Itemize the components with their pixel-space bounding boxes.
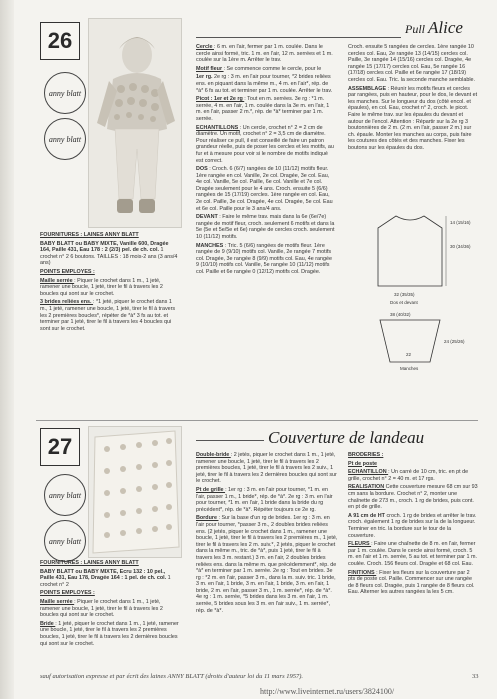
section-heading: ECHANTILLON: [348, 469, 389, 476]
section-heading: Picot : 1er et 2e rg: [196, 96, 245, 103]
text-paragraph: [40, 299, 180, 332]
body-text: 3e rg : *2 m. en l'air, passer 3 m., dans la m. suiv. tric. 1 bride, 3 m. en l'air, 1 bride, 3 m. en l'air, 1 bride, 3 m. en l'air, 1 bride, 2 m. en l'air, passer 3 m., 1 m. serrée*, rép. de *à*.: [196, 568, 336, 594]
col-assembly-26: [348, 44, 478, 154]
text-paragraph: [348, 86, 478, 152]
body-text: : 1 jeté, piquer le crochet dans 1 m., 1 jeté, ramener une boucle, 1 jeté, tirer le fil à travers les 2 premières boucles, 1 jeté, tirer le fil à travers les 2 dernières boucles qui sont sur le crochet.: [40, 620, 179, 647]
text-paragraph: [196, 44, 336, 64]
section-heading: Pt de poste: [348, 460, 378, 467]
body-text: Cette couverture mesure 68 cm sur 93 cm sans la bordure. Crochet n° 2, monter une chaînette de 273 m., croch. 1 rg de brides, puis cont. en pt de grille.: [348, 484, 478, 511]
title-prefix: Pull: [405, 22, 428, 36]
copyright-notice: sauf autorisation expresse et par écrit des laines ANNY BLATT (droits d'auteur loi du 11 mars 1957).: [40, 673, 304, 680]
body-text: Tric. la seconde manche semblable.: [388, 76, 476, 83]
bold-text: DOS: [196, 166, 210, 173]
col-finishing-27: [348, 452, 478, 598]
col-supplies-26: [40, 232, 180, 334]
bold-text: DEVANT: [196, 214, 220, 221]
pattern-number-27: 27: [40, 428, 80, 466]
section-heading: REALISATION: [348, 484, 386, 491]
bold-text: ASSEMBLAGE: [348, 85, 388, 92]
body-text: Croch. ensuite 5 (6/6) rangées de 15 (17/19) cercles. 1ère rangée en col. Eau, 2e col. Paille, 3e col. Dragée, 4e col. Dragée, 5e col. Eau et 6e col. Paille pour le 3 ans/4 ans.: [196, 185, 333, 212]
dim-yoke: 14 (15/16): [450, 220, 471, 225]
section-heading: POINTS EMPLOYES :: [40, 590, 95, 597]
text-paragraph: [40, 269, 180, 276]
photo-blanket: [88, 426, 182, 558]
text-paragraph: [348, 461, 478, 468]
section-heading: 3 brides reliées ens.: [40, 299, 94, 306]
text-paragraph: [196, 515, 338, 614]
body-text: : Piquer le crochet dans 1 m., 1 jeté, ramener une boucle, 1 jeté, tirer le fil à travers les 2 boucles qui sont sur le crochet.: [40, 598, 163, 619]
section-heading: Cercle: [196, 44, 214, 50]
pattern-title-26: [405, 18, 463, 38]
diagram-label-sleeves: Manches: [400, 366, 419, 371]
badge-text: anny blatt: [48, 490, 82, 500]
body-text: Sur le longueur du dos (côté encol. et épaules), en col. Eau, crochet n° 2, croch. le picot.: [348, 98, 471, 112]
dim-cuff: 22: [406, 352, 412, 357]
dim-width: 32 (35/35): [394, 292, 415, 297]
section-heading: Pt de grille: [196, 486, 226, 493]
text-paragraph: [40, 599, 180, 619]
text-paragraph: [40, 232, 180, 239]
body-text: Croch. ensuite 5 rangées de cercles.: [348, 44, 438, 50]
body-text: : Réunir les motifs fleurs et cercles par rangées, puis en hauteur, pour le dos, le devant et les manches.: [348, 85, 478, 105]
body-text: : 2 jetés, piquer le crochet dans 1 m., 1 jeté, ramener une boucle, 1 jeté, tirer le fil à travers les 2 premières boucles, 1 jeté, tirer le fil à travers les 2 suiv., 1 jeté, tirer le fil à travers les 2 dernières boucles qui sont sur le crochet.: [196, 452, 337, 485]
text-paragraph: [40, 560, 180, 567]
anny-blatt-logo-26: [44, 72, 86, 114]
text-paragraph: [196, 66, 336, 73]
section-heading: Double-bride: [196, 452, 231, 458]
body-text: Faire le même trav. sur les épaules du devant et autour de l'encol. Attention : Répartir sur la 2e rg 3 boutonnières de 2 m. (2 m. en l'air, passer 2 m.) sur ch. épaule.: [348, 111, 472, 138]
dim-height: 30 (34/36): [450, 244, 471, 249]
section-heading: BRODERIES :: [348, 452, 384, 458]
body-text: : 6 m. en l'air, fermer par 1 m. coulée. Dans le cercle ainsi formé, tric. 1 m. en l'air, 12 m. serrées et 1 m. coulée sur la 1ère m. Arrêter le trav.: [196, 44, 333, 64]
bold-text: A 91 cm de HT: [348, 512, 387, 519]
body-text: 2e rg : Tout en brides.: [273, 568, 327, 575]
body-text: : Faire une chaînette de 8 m. en l'air, fermer par 1 m. coulée. Dans le cercle ainsi formé, croch. 5 m. en l'air et 1 m. serrée, 5 au tot. et terminer par 1 m. coulée. Croch. 156 fleurs col. Dragée et 68 col. Eau.: [348, 541, 477, 567]
text-paragraph: [196, 74, 336, 94]
text-paragraph: [196, 452, 338, 485]
badge-text: anny blatt: [48, 88, 82, 98]
body-text: TAILLES : 18 mois-2 ans (3 ans/4 ans): [40, 253, 178, 267]
source-url: http://www.liveinternet.ru/users/3824100/: [260, 687, 395, 696]
diagram-label-body: Dos et devant: [390, 300, 418, 305]
body-text: 1 crochet n° 2: [40, 575, 171, 588]
text-paragraph: [40, 569, 180, 589]
text-paragraph: [348, 469, 478, 482]
body-text: : Fixer les fleurs sur la couverture par 2 pts de poste col. Paille. Commencer sur une rangée de 8 fleurs col. Dragée, puis 1 rangée de 8 fleurs col. Eau.: [348, 569, 475, 596]
page-number: 33: [472, 673, 479, 680]
body-text: 2e rg : 3 m. en l'air pour tourner, *2 brides reliées ens. en piquant dans la même m., 4 m. en l'air*, rép. de *à* 6 fs au tot. et terminer par 1 m. coulée. Arrêter le trav.: [196, 74, 333, 94]
body-text: 2e rg : 3 m. en l'air pour tourner, *1 m. en l'air, 1 bride dans la bride du rg précédent*, rép. de *à*. Répéter toujours ce 2e rg.: [196, 493, 333, 513]
bold-text: 1er rg.: [196, 74, 214, 81]
body-text: Monter les manches au corps, puis faire les coutures des côtés et des manches.: [348, 131, 472, 145]
text-paragraph: [196, 487, 338, 513]
title-rule-27: [196, 440, 264, 441]
body-text: : Croch. 6 (6/7) rangées de 10 (11/12) motifs fleur. 1ère rangée en col. Vanille, 2e col. Dragée, 3e col. Eau, 4e col. Vanille, 5e col. Paille, 6e col. Vanille et 7e col. Dragée seulement pour le 4 ans.: [196, 166, 330, 192]
text-paragraph: [196, 96, 336, 122]
text-paragraph: [348, 570, 478, 596]
text-paragraph: [40, 241, 180, 267]
text-paragraph: [348, 484, 478, 510]
section-heading: FOURNITURES : LAINES ANNY BLATT: [40, 560, 139, 566]
page-spine-shadow: [0, 0, 14, 699]
photo-child-pull: [88, 18, 182, 228]
text-paragraph: [348, 541, 478, 567]
section-heading: POINTS EMPLOYES :: [40, 268, 95, 275]
section-divider: [36, 420, 478, 421]
section-heading: FLEURS: [348, 541, 372, 548]
body-text: : Faire le même trav. mais dans la 6e (6e/7e) rangée de motif fleur, croch. seulement 6 motifs et dans la 5e (5e et 5e/5e et 6e) rangée de cercles croch. seulement 10 (11/12) motifs.: [196, 214, 335, 241]
badge-text: anny blatt: [48, 536, 82, 546]
body-text: : *1 jeté, piquer le crochet dans 1 m., 1 jeté, ramener une boucle, 1 jeté, tirer le fil à travers les 2 premières boucles*, répéter de *à* 3 fs au tot. et terminer par 1 jeté, tirer le fil à travers les 4 boucles qui sont sur le crochet.: [40, 299, 176, 332]
section-heading: Bride: [40, 620, 56, 627]
blanket-illustration: [89, 427, 181, 557]
section-heading: ECHANTILLONS: [196, 124, 240, 131]
section-heading: FINITIONS: [348, 569, 377, 576]
body-text: : Se commence comme le cercle, pour le: [223, 65, 322, 72]
title-rule-26: [196, 37, 401, 38]
col-supplies-27: [40, 560, 180, 649]
schematic-diagram-26: [366, 198, 476, 373]
dim-sleeve-len: 24 (25/26): [444, 339, 465, 344]
pattern-title-27: Couverture de landeau: [268, 428, 425, 447]
text-paragraph: [348, 44, 478, 84]
body-text: : 1er rg : 3 m. en l'air pour tourner, *1 m. en l'air, passer 1 m., 1 bride*, rép. de *à*.: [196, 486, 328, 500]
text-paragraph: [348, 513, 478, 539]
body-text: : Un cercle, crochet n° 2 = 2 cm de diamètre. Un motif, crochet n° 2 = 3,5 cm de diamètre.: [196, 124, 326, 138]
body-text: 1er rg : 3 m. en l'air pour tourner, *passer 3 m., 2 doubles brides reliées ens. (2 jetés, piquer le crochet dans 1 m., ramener une boucle, 1 jeté, tirer le fil à travers les 2 premières m., 1 jeté, tirer le fil à travers les 2 m. suiv.*, 2 jetés, piquer le crochet dans la même m., tric. de *à*, puis 1 jeté, tirer le fil à travers les 3 m. restant.) 3 m. en l'air, 2 doubles brides reliées ens. dans la même m. que précédemment*, rép. de *à* en terminer par 1 m. serrée.: [196, 515, 338, 575]
body-text: Alterner les autres rangées la les 5 cm.: [360, 589, 454, 596]
text-paragraph: [196, 166, 336, 212]
body-text: Fixer les boutons sur les épaules du dos.: [348, 138, 465, 151]
section-heading: FOURNITURES : LAINES ANNY BLATT: [40, 232, 139, 238]
bold-text: MANCHES: [196, 242, 225, 249]
body-text: Pour réaliser ce pull, il est conseillé de faire un patron grandeur réelle, puis de poser les cercles et les motifs, au fur et à mesure pour voir si le nombre de motifs indiqué est correct.: [196, 137, 334, 164]
section-heading: Bordure: [196, 515, 219, 522]
text-paragraph: [196, 125, 336, 165]
bold-text: BABY BLATT ou BABY MIXTE, Ecru 132 : 10 pel., Paille 431, Eau 178, Dragée 164 : 1 pel. de ch. col.: [40, 568, 168, 582]
section-heading: Motif fleur: [196, 65, 224, 72]
body-text: : Tric. 5 (6/6) rangées de motifs fleur. 1ère rangée de 9 (9/10) motifs col. Vanille, 2e rangée 7 motifs col. Dragée, 3e rangée 8 (9/9) motifs col. Eau, 4e rangée 9 (10/10) motifs col. Vanille, 5e rangée 10 (11/12) motifs col. Paille et 6e rangée 0 (12/12) motifs col. Dragée.: [196, 242, 333, 275]
anny-blatt-logo-26b: [44, 118, 86, 160]
back-front-shape: [378, 216, 442, 286]
text-paragraph: [40, 621, 180, 647]
body-text: 3e rg : *1 m. serrée, 4 m. en l'air, 1 m. coulée dans la 3e m. en l'air, 1 m. en l'air, passer 2 m.*, rép. de *à* terminer par 1 m. serrée.: [196, 96, 330, 122]
body-text: : Piquer le crochet dans 1 m., 1 jeté, ramener une boucle, 1 jeté, tirer le fil à travers les 2 boucles qui sont sur le crochet.: [40, 277, 163, 297]
bold-text: BABY BLATT ou BABY MIXTE, Vanille 600, Dragée 164, Paille 431, Eau 178 : 2 (2/3) pel. de ch. col.: [40, 240, 169, 254]
badge-text: anny blatt: [48, 134, 82, 144]
body-text: : Sur la base d'un rg de brides.: [218, 515, 294, 522]
anny-blatt-logo-27b: [44, 520, 86, 562]
col-instructions-27: [196, 452, 338, 616]
body-text: : Un carré de 10 cm, tric. en pt de grille, crochet n° 2 = 40 m. et 17 rgs.: [348, 469, 469, 482]
section-heading: Maille serrée: [40, 277, 75, 284]
col-instructions-26: [196, 44, 336, 278]
body-text: 6 boutons.: [70, 253, 97, 260]
body-text: : Tout en m. serrées.: [244, 96, 295, 103]
text-paragraph: [40, 278, 180, 298]
section-heading: Maille serrée: [40, 598, 75, 605]
dim-sleeve-top: 38 (40/32): [390, 312, 411, 317]
body-text: croch. 1 rg de brides et arrêter le trav. croch. également 1 rg de brides sur la de la longueur. Terminer en tric. la bordure sur le tour de la couverture.: [348, 512, 477, 539]
body-text: 1 crochet n° 2: [40, 247, 164, 260]
pattern-number-26: 26: [40, 22, 80, 60]
body-text: 1ère rangée 10 cercles col. Eau, 2e rangée 13 (14/15) cercles col. Paille, 3e rangée 14 (15/16) cercles col. Dragée, 4e rangée 15 (17/17) cercles col. Eau, 5e rangée 16 (17/18) cercles col. Paille et 6e rangée 17 (18/19) cercles col. Eau.: [348, 44, 474, 83]
title-name: Alice: [428, 18, 463, 37]
text-paragraph: [40, 590, 180, 597]
body-text: 4e rg : 1 m. serrée, *5 brides dans les 3 m. en l'air, 1 m. serrée, 5 brides sous les 3 m. en l'air suiv., 1 m. serrée*, rép. de *à*.: [196, 594, 330, 614]
text-paragraph: [196, 214, 336, 240]
text-paragraph: [348, 452, 478, 459]
child-illustration: [89, 19, 181, 227]
text-paragraph: [196, 243, 336, 276]
anny-blatt-logo-27: [44, 474, 86, 516]
